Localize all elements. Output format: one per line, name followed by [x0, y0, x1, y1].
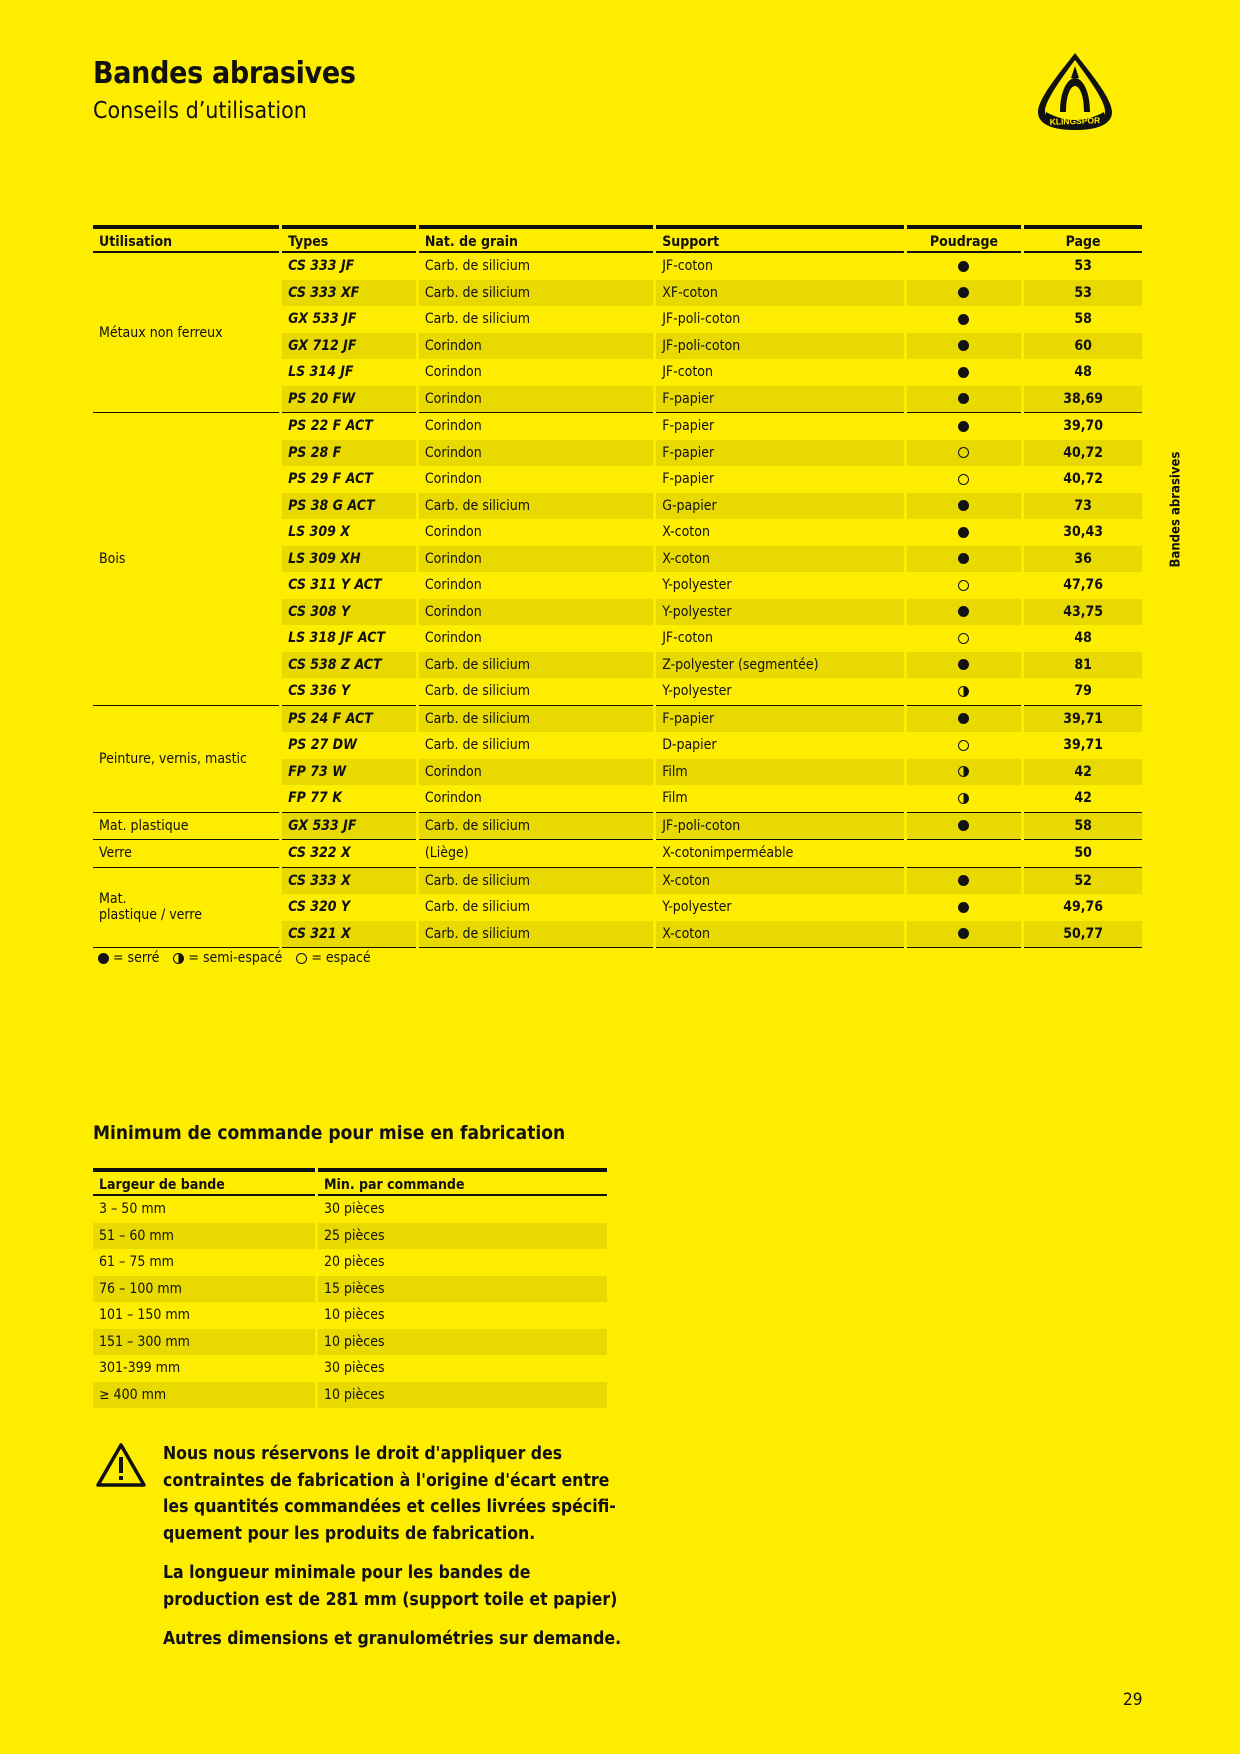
- poudrage-cell: [907, 572, 1022, 599]
- type-cell: CS 320 Y: [282, 894, 416, 921]
- dot-empty-icon: [296, 953, 307, 964]
- utilisation-cell: Mat. plastique / verre: [93, 868, 279, 949]
- support-cell: X-coton: [656, 546, 903, 573]
- dot-full-icon: [958, 500, 969, 511]
- dot-half-icon: [958, 686, 969, 697]
- dot-full-icon: [958, 527, 969, 538]
- support-cell: JF-poli-coton: [656, 333, 903, 360]
- dot-half-icon: [173, 953, 184, 964]
- warning-icon: [95, 1442, 147, 1488]
- grain-cell: Carb. de silicium: [419, 493, 653, 520]
- min-qty-cell: 15 pièces: [318, 1276, 607, 1303]
- page-cell: 48: [1024, 359, 1142, 386]
- poudrage-cell: [907, 652, 1022, 679]
- support-cell: Y-polyester: [656, 599, 903, 626]
- grain-cell: Corindon: [419, 413, 653, 440]
- table-row: [93, 1249, 607, 1276]
- col-header-min: Min. par commande: [318, 1168, 607, 1196]
- support-cell: F-papier: [656, 386, 903, 414]
- width-cell: 76 – 100 mm: [93, 1276, 315, 1303]
- table-row: [93, 1329, 607, 1356]
- min-qty-cell: 25 pièces: [318, 1223, 607, 1250]
- utilisation-cell: Mat. plastique: [93, 813, 279, 841]
- page-cell: 40,72: [1024, 440, 1142, 467]
- dot-empty-icon: [958, 740, 969, 751]
- usage-table-header: [93, 225, 1142, 253]
- col-header-largeur: Largeur de bande: [93, 1168, 315, 1196]
- dot-empty-icon: [958, 633, 969, 644]
- poudrage-cell: [907, 840, 1022, 868]
- dot-full-icon: [958, 820, 969, 831]
- grain-cell: Corindon: [419, 625, 653, 652]
- poudrage-cell: [907, 546, 1022, 573]
- page-cell: 39,70: [1024, 413, 1142, 440]
- utilisation-cell: Bois: [93, 413, 279, 706]
- support-cell: Y-polyester: [656, 572, 903, 599]
- width-cell: 101 – 150 mm: [99, 1307, 190, 1324]
- col-header-support: Support: [656, 225, 903, 253]
- dot-full-icon: [98, 953, 109, 964]
- support-cell: G-papier: [656, 493, 903, 520]
- support-cell: Film: [656, 759, 903, 786]
- poudrage-cell: [907, 333, 1022, 360]
- support-cell: Z-polyester (segmentée): [656, 652, 903, 679]
- dot-full-icon: [958, 713, 969, 724]
- support-cell: JF-coton: [656, 359, 903, 386]
- type-cell: FP 77 K: [282, 785, 416, 813]
- min-order-table: [90, 1168, 610, 1408]
- notice-paragraph: Autres dimensions et granulométries sur demande.: [163, 1629, 622, 1649]
- grain-cell: Carb. de silicium: [419, 921, 653, 949]
- grain-cell: Carb. de silicium: [419, 732, 653, 759]
- width-cell: ≥ 400 mm: [93, 1382, 315, 1409]
- table-row: [93, 706, 1142, 733]
- support-cell: F-papier: [656, 440, 903, 467]
- min-qty-cell: 10 pièces: [318, 1329, 607, 1356]
- svg-text:KLINGSPOR: KLINGSPOR: [1049, 115, 1101, 127]
- col-header-types: Types: [282, 225, 416, 253]
- table-row: [93, 1196, 607, 1223]
- poudrage-cell: [907, 599, 1022, 626]
- type-cell: PS 27 DW: [282, 732, 416, 759]
- min-qty-cell: 10 pièces: [324, 1307, 385, 1324]
- col-header-grain: Nat. de grain: [419, 225, 653, 253]
- poudrage-cell: [907, 519, 1022, 546]
- poudrage-cell: [907, 440, 1022, 467]
- grain-cell: Corindon: [419, 572, 653, 599]
- grain-cell: Corindon: [419, 759, 653, 786]
- poudrage-cell: [907, 386, 1022, 414]
- min-qty-cell: 10 pièces: [318, 1382, 607, 1409]
- dot-full-icon: [958, 553, 969, 564]
- utilisation-cell: Peinture, vernis, mastic: [93, 706, 279, 813]
- dot-empty-icon: [958, 474, 969, 485]
- dot-full-icon: [958, 261, 969, 272]
- type-cell: CS 322 X: [282, 840, 416, 868]
- type-cell: GX 533 JF: [282, 306, 416, 333]
- type-cell: GX 712 JF: [282, 333, 416, 360]
- klingspor-logo: [1032, 50, 1118, 134]
- legend-item-espace: = espacé: [296, 950, 370, 966]
- width-cell: 301-399 mm: [99, 1360, 181, 1377]
- dot-full-icon: [958, 340, 969, 351]
- support-cell: F-papier: [656, 706, 903, 733]
- poudrage-cell: [907, 921, 1022, 949]
- type-cell: PS 28 F: [282, 440, 416, 467]
- support-cell: JF-poli-coton: [656, 306, 903, 333]
- poudrage-cell: [907, 678, 1022, 706]
- side-section-label: Bandes abrasives: [1168, 451, 1184, 568]
- grain-cell: Corindon: [419, 333, 653, 360]
- type-cell: LS 309 XH: [282, 546, 416, 573]
- grain-cell: Carb. de silicium: [419, 253, 653, 280]
- page-subtitle: Conseils d’utilisation: [93, 98, 307, 124]
- col-header-poudrage: Poudrage: [907, 225, 1022, 253]
- dot-full-icon: [958, 902, 969, 913]
- page-cell: 39,71: [1024, 732, 1142, 759]
- type-cell: CS 333 X: [282, 868, 416, 895]
- poudrage-cell: [907, 706, 1022, 733]
- table-row: [93, 413, 1142, 440]
- table-row: [93, 840, 1142, 868]
- width-cell: 3 – 50 mm: [99, 1201, 166, 1218]
- support-cell: X-cotonimperméable: [656, 840, 903, 868]
- type-cell: PS 24 F ACT: [282, 706, 416, 733]
- poudrage-cell: [907, 466, 1022, 493]
- type-cell: GX 533 JF: [282, 813, 416, 841]
- grain-cell: Corindon: [419, 466, 653, 493]
- page-cell: 50,77: [1024, 921, 1142, 949]
- page-cell: 38,69: [1024, 386, 1142, 414]
- page-cell: 49,76: [1024, 894, 1142, 921]
- legend-item-semi-espace: = semi-espacé: [173, 950, 282, 966]
- min-qty-cell: 30 pièces: [324, 1360, 385, 1377]
- page-cell: 53: [1024, 253, 1142, 280]
- notice-paragraph: Nous nous réservons le droit d'appliquer des contraintes de fabrication à l'origine d'écart entre les quantités commandées et celles livrées spécifiquement pour les produits de fabrication.: [163, 1444, 616, 1544]
- grain-cell: Corindon: [419, 359, 653, 386]
- type-cell: PS 38 G ACT: [282, 493, 416, 520]
- legend-item-serre: = serré: [98, 950, 159, 966]
- grain-cell: Corindon: [419, 519, 653, 546]
- dot-empty-icon: [958, 580, 969, 591]
- poudrage-cell: [907, 868, 1022, 895]
- page-cell: 36: [1024, 546, 1142, 573]
- dot-empty-icon: [958, 447, 969, 458]
- grain-cell: Corindon: [419, 599, 653, 626]
- page-number: 29: [1123, 1690, 1143, 1710]
- type-cell: LS 314 JF: [282, 359, 416, 386]
- poudrage-cell: [907, 359, 1022, 386]
- notice-paragraph: La longueur minimale pour les bandes de production est de 281 mm (support toile et papier): [163, 1563, 618, 1610]
- grain-cell: (Liège): [419, 840, 653, 868]
- poudrage-cell: [907, 732, 1022, 759]
- poudrage-cell: [907, 813, 1022, 841]
- type-cell: CS 321 X: [282, 921, 416, 949]
- dot-half-icon: [958, 793, 969, 804]
- table-row: [93, 813, 1142, 841]
- page-cell: 52: [1024, 868, 1142, 895]
- type-cell: CS 311 Y ACT: [282, 572, 416, 599]
- support-cell: Y-polyester: [656, 678, 903, 706]
- grain-cell: Carb. de silicium: [419, 894, 653, 921]
- type-cell: CS 333 XF: [282, 280, 416, 307]
- poudrage-cell: [907, 253, 1022, 280]
- support-cell: F-papier: [656, 413, 903, 440]
- type-cell: FP 73 W: [282, 759, 416, 786]
- support-cell: X-coton: [656, 921, 903, 949]
- grain-cell: Carb. de silicium: [419, 868, 653, 895]
- table-row: [93, 253, 1142, 280]
- type-cell: LS 318 JF ACT: [282, 625, 416, 652]
- production-notice: [163, 1441, 623, 1666]
- page-cell: 58: [1024, 306, 1142, 333]
- grain-cell: Corindon: [419, 440, 653, 467]
- dot-full-icon: [958, 314, 969, 325]
- support-cell: XF-coton: [656, 280, 903, 307]
- grain-cell: Carb. de silicium: [419, 280, 653, 307]
- support-cell: Y-polyester: [656, 894, 903, 921]
- page-cell: 81: [1024, 652, 1142, 679]
- type-cell: CS 538 Z ACT: [282, 652, 416, 679]
- table-row: [93, 1355, 607, 1382]
- page-cell: 58: [1024, 813, 1142, 841]
- support-cell: JF-coton: [656, 625, 903, 652]
- page-cell: 30,43: [1024, 519, 1142, 546]
- dot-full-icon: [958, 659, 969, 670]
- page-cell: 73: [1024, 493, 1142, 520]
- page-cell: 47,76: [1024, 572, 1142, 599]
- dot-full-icon: [958, 287, 969, 298]
- poudrage-cell: [907, 785, 1022, 813]
- dot-full-icon: [958, 421, 969, 432]
- table-row: [93, 1276, 607, 1303]
- page-cell: 39,71: [1024, 706, 1142, 733]
- grain-cell: Carb. de silicium: [419, 706, 653, 733]
- grain-cell: Carb. de silicium: [419, 306, 653, 333]
- table-row: [93, 1223, 607, 1250]
- support-cell: F-papier: [656, 466, 903, 493]
- support-cell: JF-coton: [656, 253, 903, 280]
- dot-full-icon: [958, 367, 969, 378]
- width-cell: 61 – 75 mm: [99, 1254, 174, 1271]
- dot-full-icon: [958, 875, 969, 886]
- col-header-page: Page: [1024, 225, 1142, 253]
- dot-full-icon: [958, 393, 969, 404]
- page-cell: 48: [1024, 625, 1142, 652]
- type-cell: CS 308 Y: [282, 599, 416, 626]
- table-row: [93, 868, 1142, 895]
- type-cell: PS 22 F ACT: [282, 413, 416, 440]
- min-order-header: [93, 1168, 607, 1196]
- page-cell: 42: [1024, 759, 1142, 786]
- page-cell: 60: [1024, 333, 1142, 360]
- grain-cell: Corindon: [419, 546, 653, 573]
- grain-cell: Carb. de silicium: [419, 652, 653, 679]
- grain-cell: Corindon: [419, 386, 653, 414]
- support-cell: JF-poli-coton: [656, 813, 903, 841]
- type-cell: PS 20 FW: [282, 386, 416, 414]
- dot-full-icon: [958, 928, 969, 939]
- grain-cell: Carb. de silicium: [419, 813, 653, 841]
- table-row: [93, 1382, 607, 1409]
- width-cell: 151 – 300 mm: [93, 1329, 315, 1356]
- type-cell: CS 336 Y: [282, 678, 416, 706]
- page-title: Bandes abrasives: [93, 56, 356, 91]
- width-cell: 51 – 60 mm: [93, 1223, 315, 1250]
- grain-cell: Carb. de silicium: [419, 678, 653, 706]
- usage-table: [90, 225, 1145, 948]
- poudrage-cell: [907, 625, 1022, 652]
- utilisation-cell: Verre: [93, 840, 279, 868]
- support-cell: X-coton: [656, 519, 903, 546]
- grain-cell: Corindon: [419, 785, 653, 813]
- type-cell: CS 333 JF: [282, 253, 416, 280]
- page-cell: 79: [1024, 678, 1142, 706]
- min-order-title: Minimum de commande pour mise en fabrication: [93, 1122, 566, 1144]
- page-cell: 43,75: [1024, 599, 1142, 626]
- support-cell: Film: [656, 785, 903, 813]
- page-cell: 53: [1024, 280, 1142, 307]
- poudrage-cell: [907, 280, 1022, 307]
- type-cell: PS 29 F ACT: [282, 466, 416, 493]
- support-cell: D-papier: [656, 732, 903, 759]
- min-qty-cell: 20 pièces: [324, 1254, 385, 1271]
- type-cell: LS 309 X: [282, 519, 416, 546]
- utilisation-cell: Métaux non ferreux: [93, 253, 279, 413]
- page-cell: 42: [1024, 785, 1142, 813]
- page-cell: 50: [1024, 840, 1142, 868]
- support-cell: X-coton: [656, 868, 903, 895]
- table-row: [93, 1302, 607, 1329]
- poudrage-cell: [907, 759, 1022, 786]
- col-header-utilisation: Utilisation: [93, 225, 279, 253]
- poudrage-cell: [907, 306, 1022, 333]
- poudrage-cell: [907, 413, 1022, 440]
- dot-full-icon: [958, 606, 969, 617]
- dot-half-icon: [958, 766, 969, 777]
- min-qty-cell: 30 pièces: [324, 1201, 385, 1218]
- poudrage-cell: [907, 894, 1022, 921]
- page-cell: 40,72: [1024, 466, 1142, 493]
- poudrage-legend: [98, 950, 371, 966]
- poudrage-cell: [907, 493, 1022, 520]
